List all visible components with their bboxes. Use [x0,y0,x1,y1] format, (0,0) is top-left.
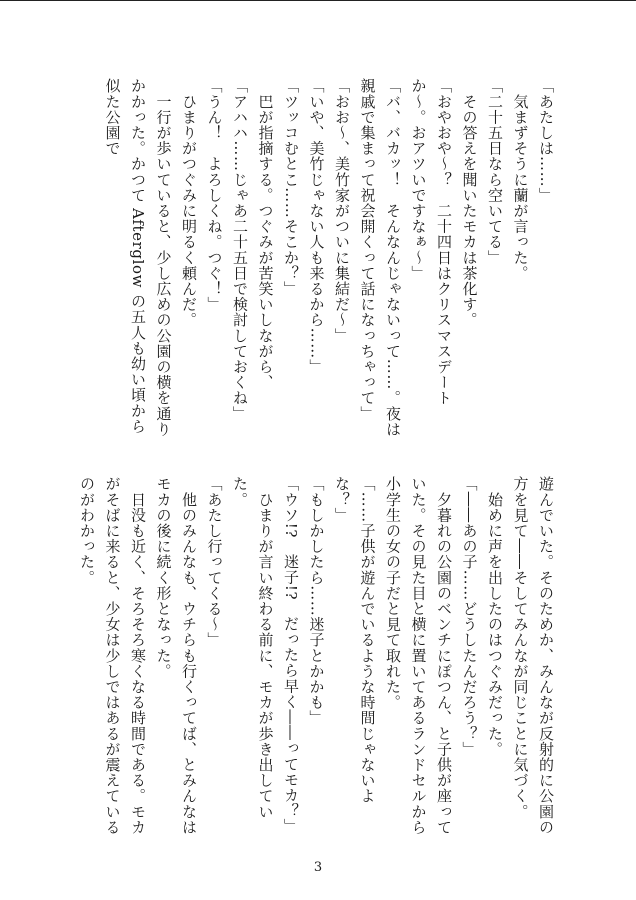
paragraph: ひまりがつぐみに明るく頼んだ。 [180,78,198,328]
paragraph: 「アハハ……じゃあ二十五日で検討しておくね」 [231,78,249,422]
paragraph: 「ウソ!? 迷子!? だったら早く――ってモカ？」 [282,476,300,835]
top-border-rule [0,0,636,1]
lower-text-column [72,476,558,838]
paragraph: ひまりが言い終わる前に、モカが歩き出していた。 [231,476,275,820]
paragraph: 「あたしは……」 [537,78,555,203]
paragraph: 遊んでいた。そのためか、みんなが反射的に公園の方を見て――そしてみんなが同じことに気づく。 [511,476,555,835]
paragraph: 夕暮れの公園のベンチにぽつん、と子供が座っていた。その見た目と横に置いてあるランドセルから小学生の女の子だと見て取れた。 [384,476,453,835]
upper-text-column [72,78,558,440]
paragraph: 他のみんなも、ウチらも行くってば、とみんなはモカの後に続く形となった。 [154,476,198,835]
paragraph: 「うん！ よろしくね。つぐ！」 [205,78,224,312]
paragraph: 「……子供が遊んでいるような時間じゃないよな？」 [333,476,377,804]
paragraph: 「あたし行ってくる〜」 [205,476,224,648]
paragraph: 「ツッコむとこ……そこか？」 [282,78,300,297]
paragraph: 始めに声を出したのはつぐみだった。 [486,476,504,757]
paragraph: 巴が指摘する。つぐみが苦笑いしながら、 [256,78,275,390]
paragraph: 「バ、バカッ！ そんなんじゃないって……。夜は親戚で集まって祝会開くって話になっちゃって」 [358,78,402,437]
page-number: 3 [313,860,323,875]
paragraph: その答えを聞いたモカは茶化す。 [460,78,479,328]
paragraph: 「おやおや〜？ 二十四日はクリスマスデートか〜。おアツいですなぁ〜」 [409,78,453,406]
paragraph: 一行が歩いていると、少し広めの公園の横を通りかかった。かつて Afterglow の五人も幼い頃から似た公園で [103,78,173,437]
paragraph: 気まずそうに蘭が言った。 [511,78,530,281]
paragraph: 「もしかしたら……迷子とかかも」 [307,476,326,726]
paragraph: 日没も近く、そろそろ寒くなる時間である。モカがそばに来ると、少女は少しではあるが震えているのがわかった。 [78,476,147,835]
paragraph: 「二十五日なら空いてる」 [486,78,504,266]
paragraph: 「――あの子……どうしたんだろう？」 [460,476,479,757]
paragraph: 「いや、美竹じゃない人も来るから……」 [307,78,326,375]
paragraph: 「おお〜、美竹家がついに集結だ〜」 [333,78,351,344]
